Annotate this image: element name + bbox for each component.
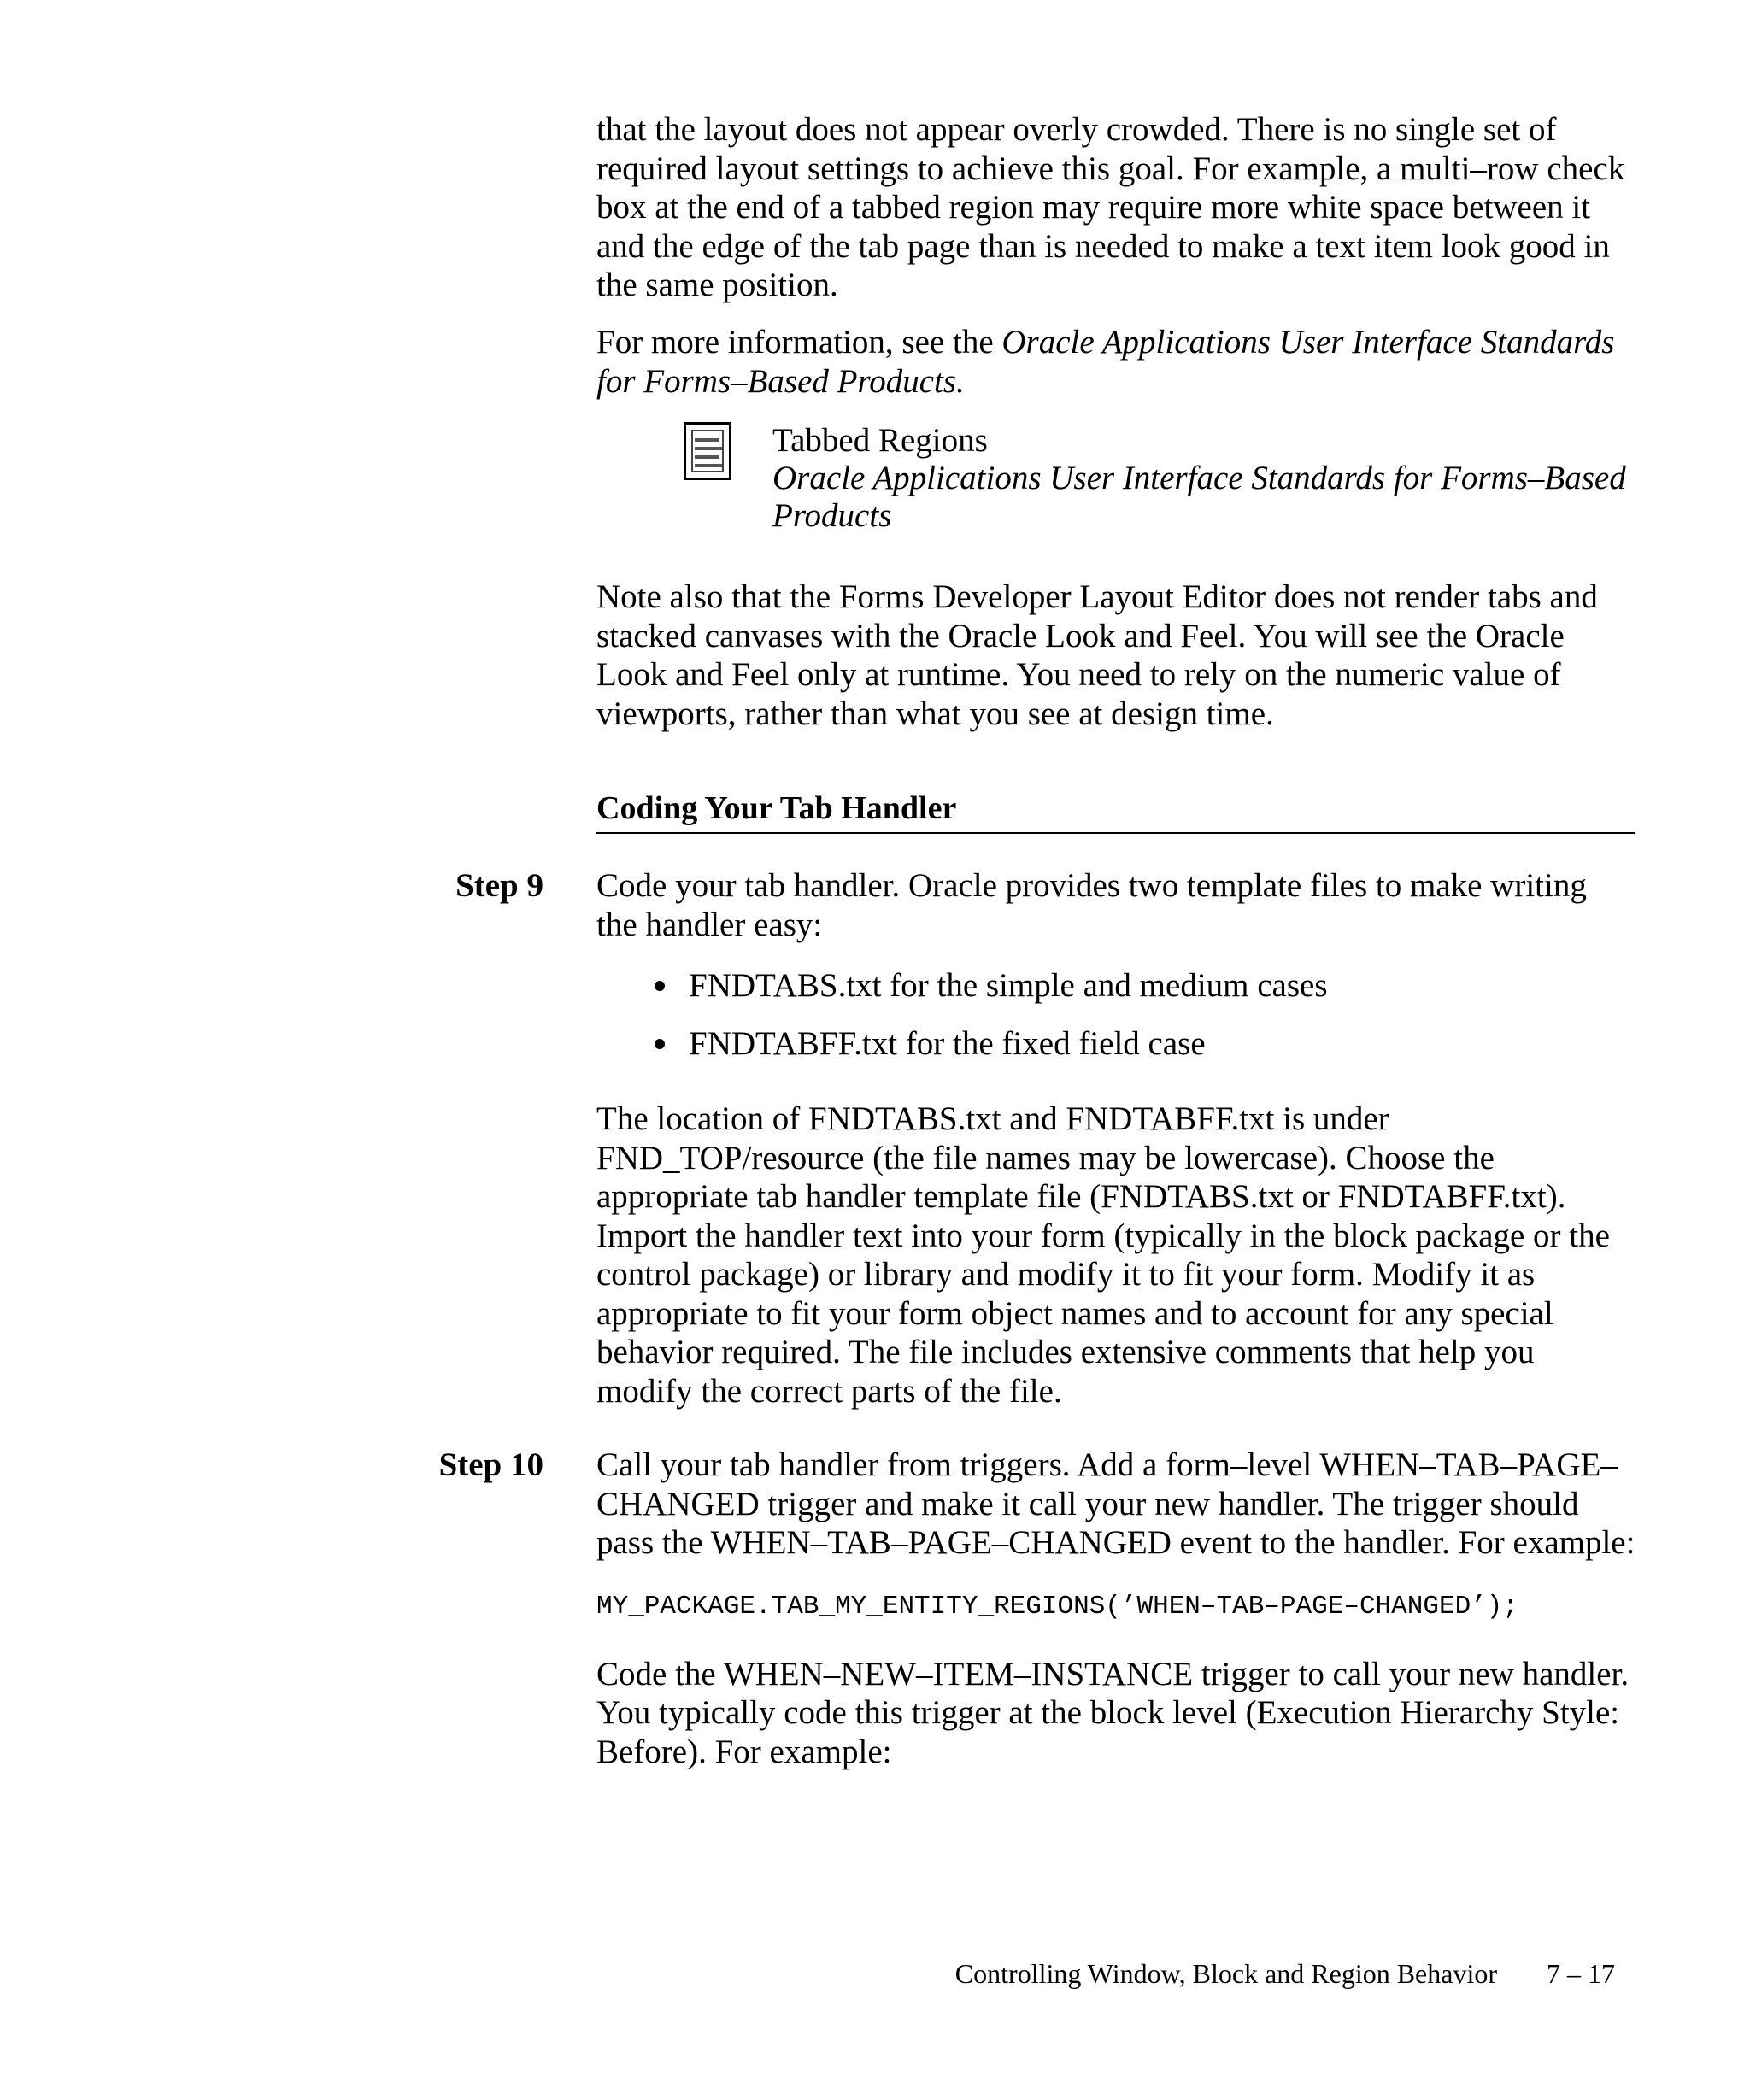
step-10-content bbox=[596, 1446, 1635, 1771]
step-9-content bbox=[596, 866, 1635, 1411]
section-heading: Coding Your Tab Handler bbox=[596, 789, 1635, 834]
footer-section-title: Controlling Window, Block and Region Behavior bbox=[954, 1958, 1497, 1989]
page-footer bbox=[854, 1956, 1615, 1991]
reference-topic[interactable]: Tabbed Regions bbox=[772, 422, 988, 459]
step-9-intro: Code your tab handler. Oracle provides two template files to make writing the handler easy: bbox=[596, 867, 1587, 943]
step-9-body: The location of FNDTABS.txt and FNDTABFF.txt is under FND_TOP/resource (the file names may be lowercase). Choose the appropriate tab handler template file (FNDTABS.txt or FNDTABFF.txt). Import the handler text into your form (typically in the block package or the control package) or library and modify it to fit your form. Modify it as appropriate to fit your form object names and to account for any special behavior required. The file includes extensive comments that help you modify the correct parts of the file. bbox=[596, 1100, 1610, 1410]
code-example: MY_PACKAGE.TAB_MY_ENTITY_REGIONS(’WHEN–TAB–PAGE–CHANGED’); bbox=[596, 1591, 1518, 1622]
reference-book-title[interactable]: Oracle Applications User Interface Standards for Forms–Based Products bbox=[772, 460, 1626, 534]
more-info-prefix: For more information, see the bbox=[596, 324, 1002, 361]
step-10-intro: Call your tab handler from triggers. Add a form–level WHEN–TAB–PAGE–CHANGED trigger and make it call your new handler. The trigger should pass the WHEN–TAB–PAGE–CHANGED event to the handler. For example: bbox=[596, 1446, 1635, 1561]
intro-paragraph-text: that the layout does not appear overly crowded. There is no single set of required layout settings to achieve this goal. For example, a multi–row check box at the end of a tabbed region may require more white space between it and the edge of the tab page than is needed to make a text item look good in the same position. bbox=[596, 111, 1625, 303]
note-paragraph bbox=[596, 578, 1635, 733]
step-9-label: Step 9 bbox=[455, 867, 543, 904]
more-info-book-title[interactable]: Oracle Applications User Interface Standards for Forms–Based Products. bbox=[596, 324, 1615, 400]
list-item: FNDTABFF.txt for the fixed field case bbox=[596, 1024, 1635, 1063]
bullet-icon bbox=[655, 981, 665, 991]
intro-paragraph bbox=[596, 110, 1635, 305]
step-10-label: Step 10 bbox=[438, 1446, 543, 1483]
step-10-body: Code the WHEN–NEW–ITEM–INSTANCE trigger to call your new handler. You typically code this trigger at the block level (Execution Hierarchy Style: Before). For example: bbox=[596, 1655, 1630, 1770]
footer-page-number: 7 – 17 bbox=[1547, 1958, 1615, 1989]
note-paragraph-text: Note also that the Forms Developer Layout Editor does not render tabs and stacked canvases with the Oracle Look and Feel. You will see the Oracle Look and Feel only at runtime. You need to rely on the numeric value of viewports, rather than what you see at design time. bbox=[596, 578, 1598, 732]
more-info-paragraph bbox=[596, 323, 1635, 401]
document-icon[interactable] bbox=[684, 422, 731, 480]
list-item: FNDTABS.txt for the simple and medium cases bbox=[596, 966, 1635, 1005]
bullet-icon bbox=[655, 1039, 665, 1049]
step-9-bullet-list bbox=[596, 966, 1635, 1063]
